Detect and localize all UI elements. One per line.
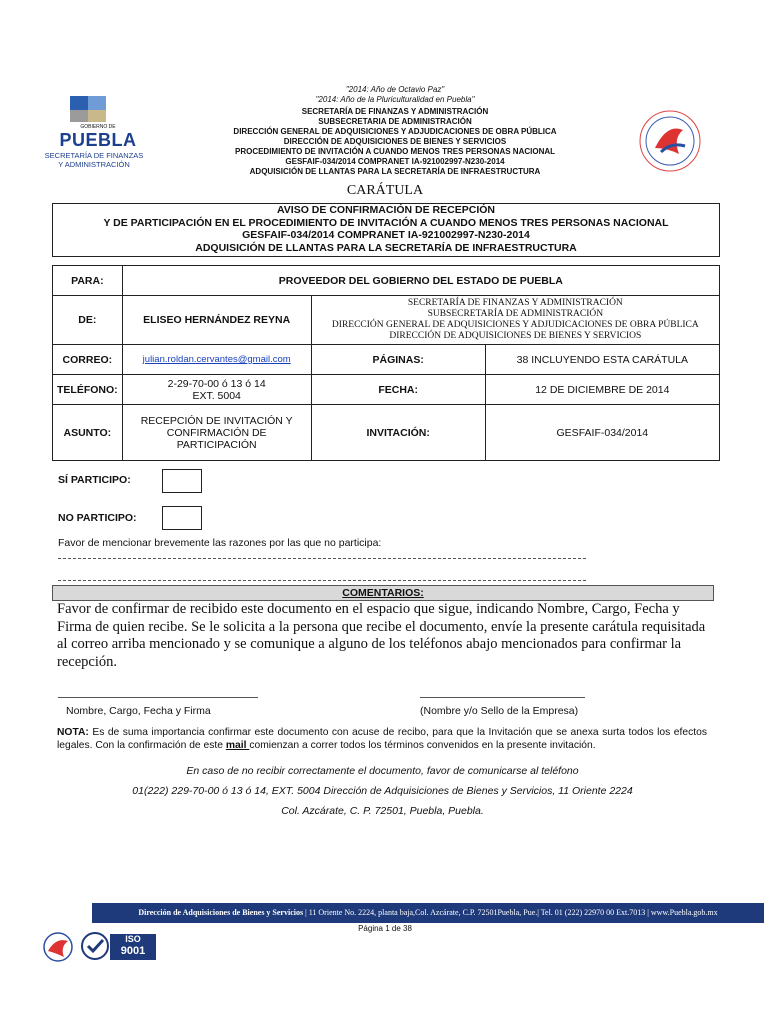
footer-bar-rest: | 11 Oriente No. 2224, planta baja,Col. Azcárate, C.P. 72501Puebla, Pue.| Tel. 01 (222) 22970 00 Ext.7013 | www.Puebla.gob.mx	[303, 908, 718, 917]
header-line-1: SECRETARÍA DE FINANZAS Y ADMINISTRACIÓN	[301, 107, 489, 116]
si-participo-label: SÍ PARTICIPO:	[58, 474, 131, 486]
check-badge-icon	[80, 931, 110, 961]
motto-1: "2014: Año de Octavio Paz"	[345, 85, 445, 94]
invitacion-value: GESFAIF-034/2014	[485, 405, 719, 461]
de-org-line-2: SUBSECRETARÍA DE ADMINISTRACIÓN	[427, 309, 604, 319]
footer-bar-bold: Dirección de Adquisiciones de Bienes y Servicios	[138, 908, 304, 917]
de-org-line-4: DIRECCIÓN DE ADQUISICIONES DE BIENES Y SERVICIOS	[389, 331, 642, 341]
iso-text: ISO	[125, 934, 141, 944]
title-line-2: Y DE PARTICIPACIÓN EN EL PROCEDIMIENTO DE INVITACIÓN A CUANDO MENOS TRES PERSONAS NACIONAL	[103, 216, 669, 229]
de-org-line-3: DIRECCIÓN GENERAL DE ADQUISICIONES Y ADJUDICACIONES DE OBRA PÚBLICA	[331, 320, 699, 330]
paginas-value: 38 INCLUYENDO ESTA CARÁTULA	[485, 345, 719, 375]
nota-label: NOTA:	[57, 727, 89, 738]
title-box	[52, 203, 720, 257]
nota-text-b: comienzan a correr todos los términos convenidos en la presente invitación.	[249, 739, 596, 751]
motto-2: "2014: Año de la Pluriculturalidad en Puebla"	[315, 95, 475, 104]
telefono-label: TELÉFONO:	[53, 375, 123, 405]
header-line-2: SUBSECRETARIA DE ADMINISTRACIÓN	[318, 117, 472, 126]
iso-badge	[110, 934, 156, 960]
de-org-line-1: SECRETARÍA DE FINANZAS Y ADMINISTRACIÓN	[407, 298, 623, 308]
iso-number: 9001	[120, 945, 146, 957]
logo-sub2: Y ADMINISTRACIÓN	[58, 160, 130, 169]
asunto-line-3: PARTICIPACIÓN	[176, 438, 257, 451]
instructions-paragraph: Favor de confirmar de recibido este documento en el espacio que sigue, indicando Nombre, Cargo, Fecha y Firma de quien recibe. Se le solicita a la persona que recibe el documento, envíe la presente carátula requisitada al correo arriba mencionado y se comunique a alguno de los teléfonos abajo mencionados para confirmar la recepción.	[57, 601, 706, 670]
invitacion-label: INVITACIÓN:	[311, 405, 485, 461]
asunto-line-1: RECEPCIÓN DE INVITACIÓN Y	[140, 414, 293, 427]
signature-line-right[interactable]	[420, 697, 585, 698]
nota-paragraph	[57, 727, 707, 752]
header-line-5: PROCEDIMIENTO DE INVITACIÓN A CUANDO MENOS TRES PERSONAS NACIONAL	[234, 147, 556, 156]
signature-line-left[interactable]	[58, 697, 258, 698]
de-label: DE:	[53, 296, 123, 345]
title-line-4: ADQUISICIÓN DE LLANTAS PARA LA SECRETARÍA DE INFRAESTRUCTURA	[195, 241, 577, 254]
contact-line-1: En caso de no recibir correctamente el documento, favor de comunicarse al teléfono	[186, 765, 579, 777]
title-line-3: GESFAIF-034/2014 COMPRANET IA-921002997-N230-2014	[242, 229, 530, 241]
no-participo-label: NO PARTICIPO:	[58, 512, 137, 524]
telefono-value	[122, 375, 311, 405]
header-line-7: ADQUISICIÓN DE LLANTAS PARA LA SECRETARÍA DE INFRAESTRUCTURA	[249, 167, 541, 176]
para-label: PARA:	[53, 266, 123, 296]
footer-bar	[92, 903, 764, 923]
telefono-line-1: 2-29-70-00 ó 13 ó 14	[167, 377, 266, 390]
contact-line-2: 01(222) 229-70-00 ó 13 ó 14, EXT. 5004 Dirección de Adquisiciones de Bienes y Servicios, 11 Oriente 2224	[132, 785, 633, 797]
fecha-value: 12 DE DICIEMBRE DE 2014	[485, 375, 719, 405]
si-participo-checkbox[interactable]	[162, 469, 202, 493]
caratula-title: CARÁTULA	[346, 183, 424, 198]
telefono-line-2: EXT. 5004	[192, 389, 241, 402]
de-organization	[311, 296, 719, 345]
comentarios-bar: COMENTARIOS:	[52, 585, 714, 601]
footer-emblem-icon	[40, 931, 76, 963]
razones-line-2[interactable]	[58, 580, 586, 581]
page-number: Página 1 de 38	[358, 924, 412, 933]
correo-label: CORREO:	[53, 345, 123, 375]
logo-puebla-text: PUEBLA	[59, 130, 137, 150]
cover-form-table	[52, 265, 720, 461]
correo-link[interactable]: julian.roldan.cervantes@gmail.com	[142, 354, 291, 365]
fecha-label: FECHA:	[311, 375, 485, 405]
razones-label: Favor de mencionar brevemente las razones por las que no participa:	[58, 537, 382, 549]
asunto-label: ASUNTO:	[53, 405, 123, 461]
header-line-6: GESFAIF-034/2014 COMPRANET IA-921002997-N230-2014	[285, 157, 505, 166]
puebla-logo	[44, 94, 148, 174]
header-line-4: DIRECCIÓN DE ADQUISICIONES DE BIENES Y SERVICIOS	[283, 137, 507, 146]
no-participo-checkbox[interactable]	[162, 506, 202, 530]
logo-gobierno-text: GOBIERNO DE	[80, 124, 116, 130]
razones-line-1[interactable]	[58, 558, 586, 559]
nota-text-a: Es de suma importancia confirmar este documento con acuse de recibo, para que la Invitación que se anexa surta todos los efectos legales. Con la confirmación de este	[57, 727, 707, 751]
asunto-value	[122, 405, 311, 461]
asunto-line-2: CONFIRMACIÓN DE	[166, 426, 267, 439]
logo-sub1: SECRETARÍA DE FINANZAS	[44, 151, 144, 160]
header-line-3: DIRECCIÓN GENERAL DE ADQUISICIONES Y ADJUDICACIONES DE OBRA PÚBLICA	[233, 127, 557, 136]
contact-line-3: Col. Azcárate, C. P. 72501, Puebla, Puebla.	[281, 805, 484, 817]
signature-label-left: Nombre, Cargo, Fecha y Firma	[66, 705, 211, 717]
signature-label-right: (Nombre y/o Sello de la Empresa)	[420, 705, 579, 717]
para-value: PROVEEDOR DEL GOBIERNO DEL ESTADO DE PUEBLA	[122, 266, 719, 296]
title-line-1: AVISO DE CONFIRMACIÓN DE RECEPCIÓN	[277, 204, 495, 216]
seal-icon	[637, 108, 703, 174]
nota-mail: mail	[225, 739, 250, 751]
paginas-label: PÁGINAS:	[311, 345, 485, 375]
de-value: ELISEO HERNÁNDEZ REYNA	[122, 296, 311, 345]
